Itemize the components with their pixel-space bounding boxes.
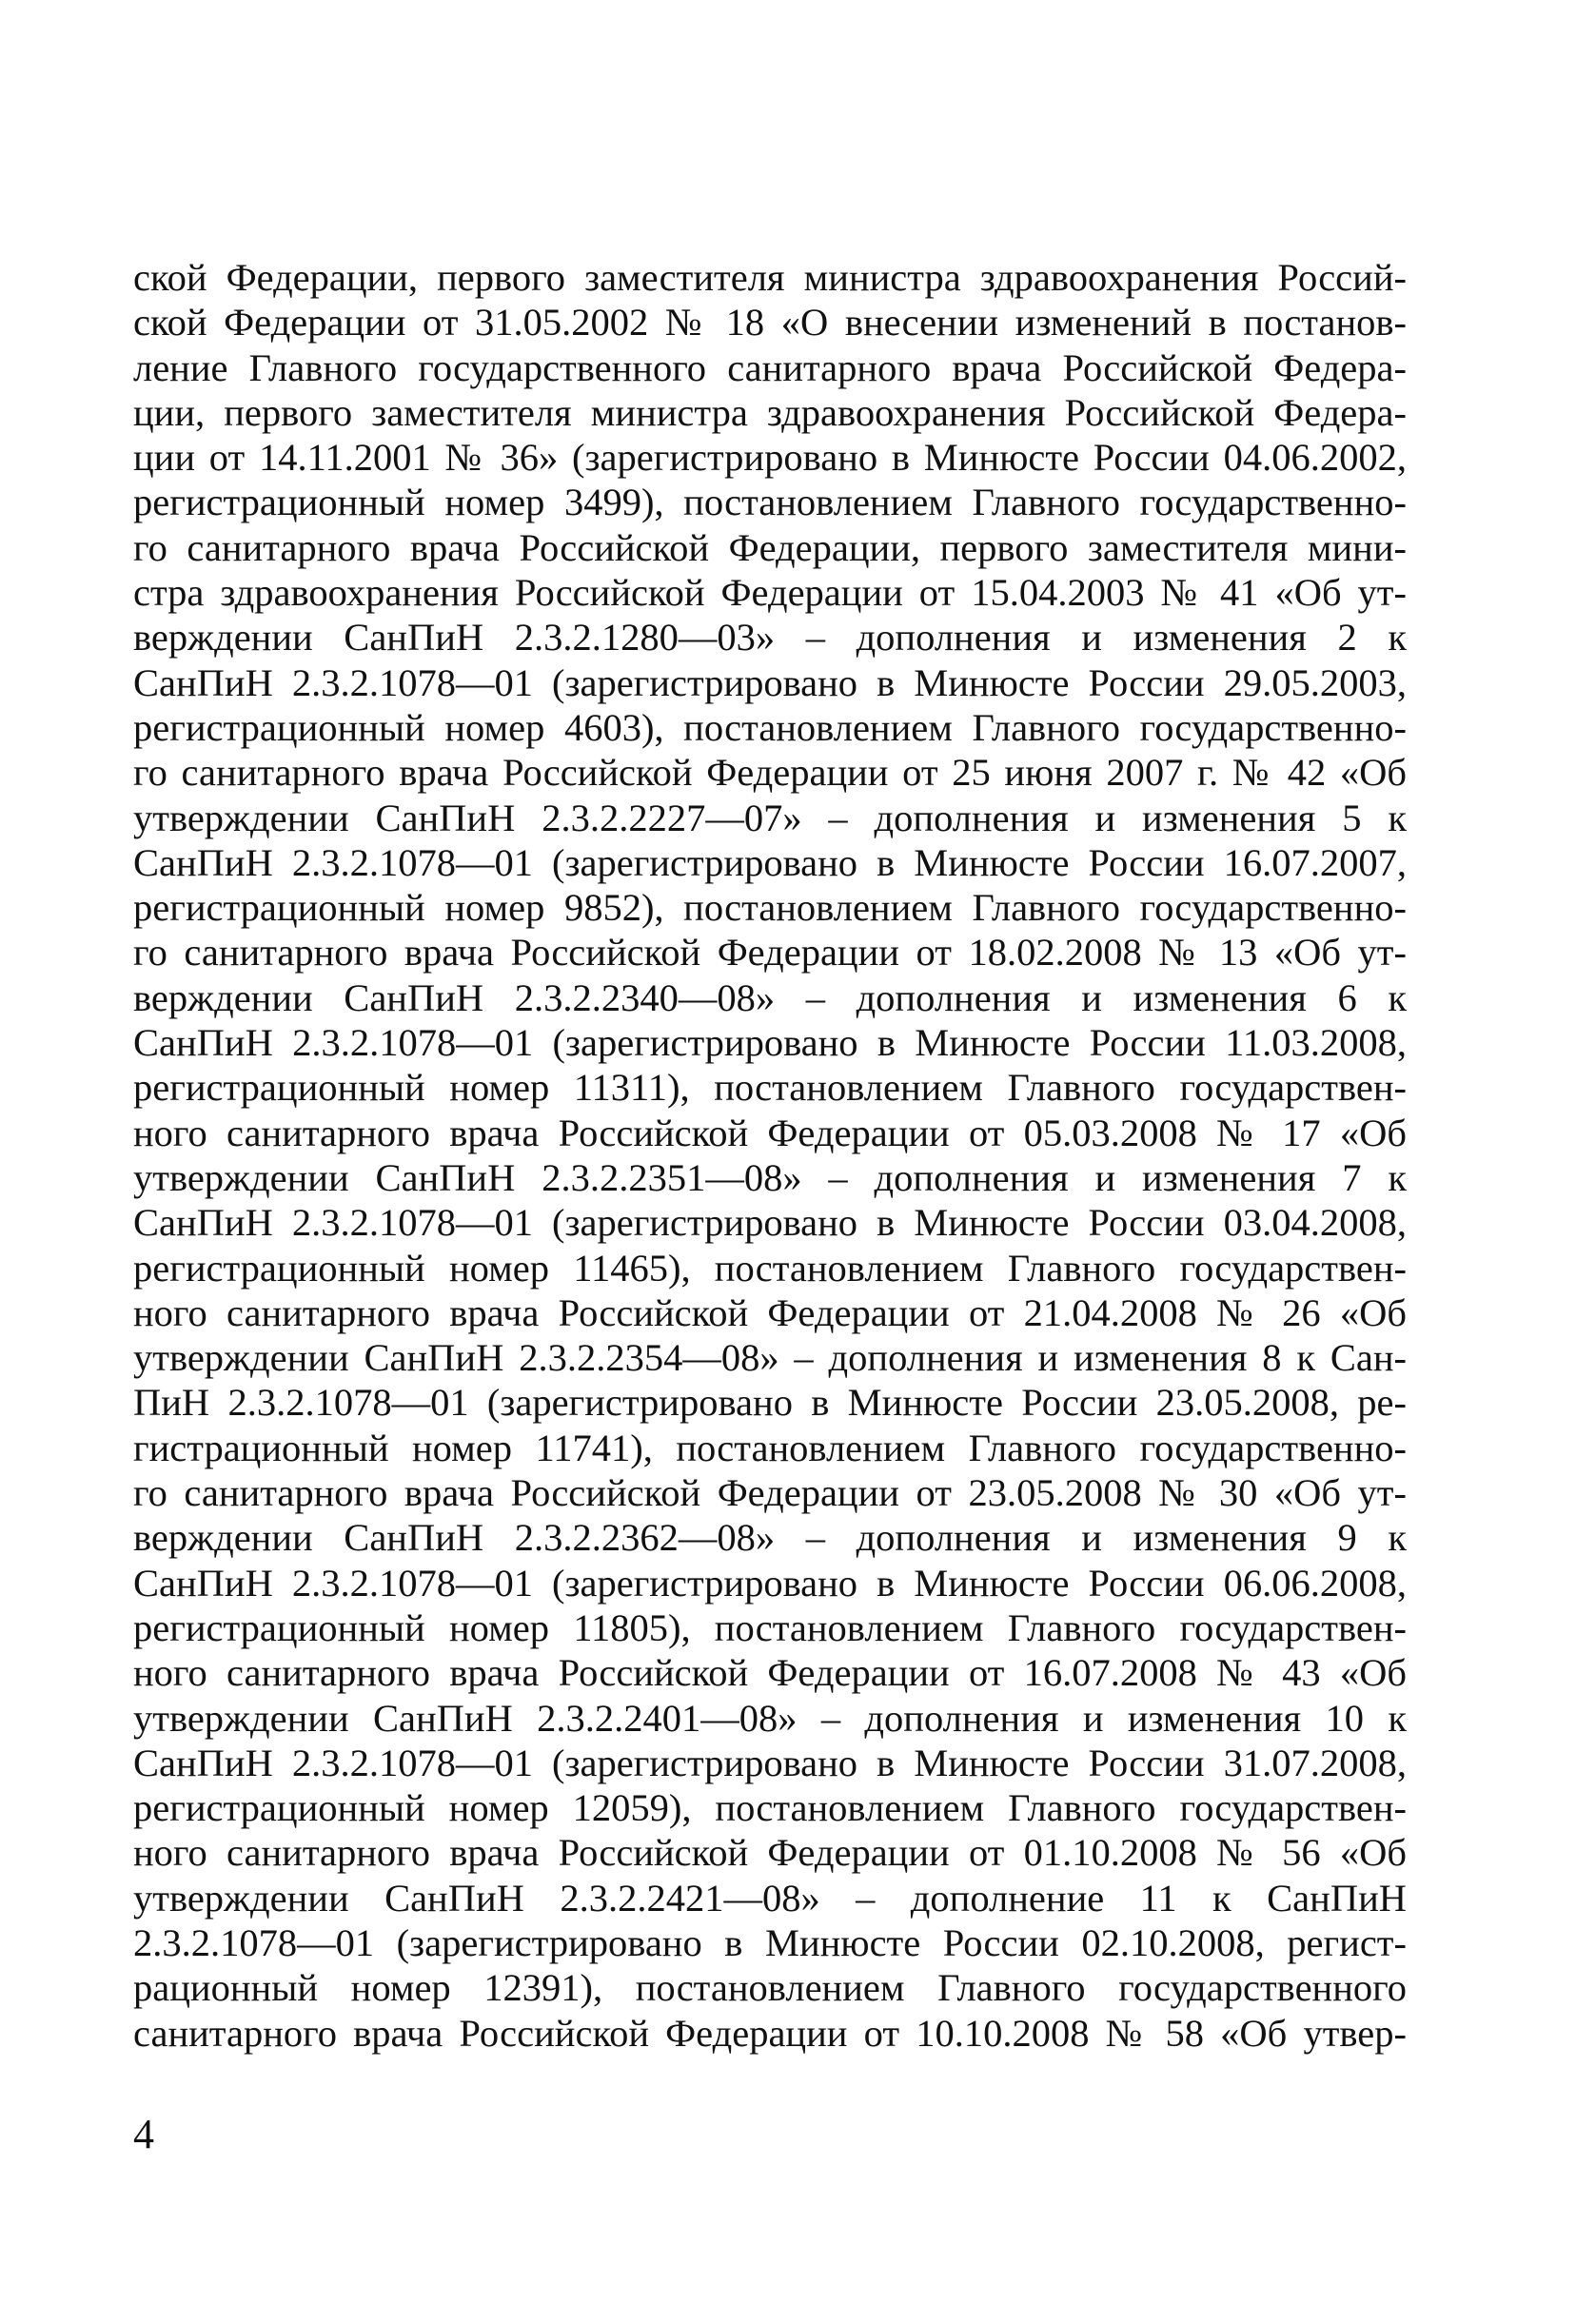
text-line: СанПиН 2.3.2.1078—01 (зарегистрировано в Минюсте России 06.06.2008, bbox=[133, 1561, 1407, 1605]
text-line: ного санитарного врача Российской Федерации от 16.07.2008 № 43 «Об bbox=[133, 1651, 1407, 1695]
text-line: ции, первого заместителя министра здравоохранения Российской Федера- bbox=[133, 390, 1407, 434]
text-line: ного санитарного врача Российской Федерации от 01.10.2008 № 56 «Об bbox=[133, 1831, 1407, 1875]
text-line: гистрационный номер 11741), постановлением Главного государственно- bbox=[133, 1426, 1407, 1469]
text-line: регистрационный номер 11311), постановлением Главного государствен- bbox=[133, 1066, 1407, 1110]
text-line: утверждении СанПиН 2.3.2.2227—07» – дополнения и изменения 5 к bbox=[133, 796, 1407, 839]
text-line: СанПиН 2.3.2.1078—01 (зарегистрировано в Минюсте России 03.04.2008, bbox=[133, 1201, 1407, 1245]
text-line: СанПиН 2.3.2.1078—01 (зарегистрировано в Минюсте России 11.03.2008, bbox=[133, 1021, 1407, 1065]
text-line: ской Федерации от 31.05.2002 № 18 «О внесении изменений в постанов- bbox=[133, 301, 1407, 345]
text-line: 2.3.2.1078—01 (зарегистрировано в Минюсте России 02.10.2008, регист- bbox=[133, 1920, 1407, 1964]
text-line: регистрационный номер 12059), постановлением Главного государствен- bbox=[133, 1786, 1407, 1830]
text-line: верждении СанПиН 2.3.2.2340—08» – дополнения и изменения 6 к bbox=[133, 975, 1407, 1019]
text-line: СанПиН 2.3.2.1078—01 (зарегистрировано в Минюсте России 16.07.2007, bbox=[133, 840, 1407, 884]
text-line: регистрационный номер 11805), постановлением Главного государствен- bbox=[133, 1605, 1407, 1649]
text-line: ление Главного государственного санитарного врача Российской Федера- bbox=[133, 345, 1407, 389]
text-line: го санитарного врача Российской Федерации, первого заместителя мини- bbox=[133, 525, 1407, 569]
text-line: ного санитарного врача Российской Федерации от 05.03.2008 № 17 «Об bbox=[133, 1111, 1407, 1154]
text-line: го санитарного врача Российской Федерации от 25 июня 2007 г. № 42 «Об bbox=[133, 751, 1407, 795]
text-line: стра здравоохранения Российской Федерации от 15.04.2003 № 41 «Об ут- bbox=[133, 571, 1407, 615]
text-line: ции от 14.11.2001 № 36» (зарегистрировано в Минюсте России 04.06.2002, bbox=[133, 436, 1407, 480]
text-line: утверждении СанПиН 2.3.2.2421—08» – дополнение 11 к СанПиН bbox=[133, 1876, 1407, 1920]
text-line: рационный номер 12391), постановлением Главного государственного bbox=[133, 1966, 1407, 2010]
text-line: утверждении СанПиН 2.3.2.2354—08» – дополнения и изменения 8 к Сан- bbox=[133, 1336, 1407, 1380]
text-line: регистрационный номер 3499), постановлением Главного государственно- bbox=[133, 481, 1407, 524]
text-line: го санитарного врача Российской Федерации от 23.05.2008 № 30 «Об ут- bbox=[133, 1471, 1407, 1515]
text-line: утверждении СанПиН 2.3.2.2401—08» – дополнения и изменения 10 к bbox=[133, 1696, 1407, 1740]
text-line: регистрационный номер 11465), постановлением Главного государствен- bbox=[133, 1246, 1407, 1290]
text-line: регистрационный номер 9852), постановлением Главного государственно- bbox=[133, 886, 1407, 930]
text-line: санитарного врача Российской Федерации от 10.10.2008 № 58 «Об утвер- bbox=[133, 2011, 1407, 2055]
text-line: СанПиН 2.3.2.1078—01 (зарегистрировано в Минюсте России 31.07.2008, bbox=[133, 1741, 1407, 1784]
text-line: ПиН 2.3.2.1078—01 (зарегистрировано в Минюсте России 23.05.2008, ре- bbox=[133, 1381, 1407, 1425]
text-line: ного санитарного врача Российской Федерации от 21.04.2008 № 26 «Об bbox=[133, 1290, 1407, 1334]
text-line: верждении СанПиН 2.3.2.2362—08» – дополнения и изменения 9 к bbox=[133, 1516, 1407, 1560]
body-paragraph bbox=[133, 255, 1407, 2056]
text-line: верждении СанПиН 2.3.2.1280—03» – дополнения и изменения 2 к bbox=[133, 616, 1407, 660]
page-number: 4 bbox=[133, 2111, 154, 2157]
text-line: утверждении СанПиН 2.3.2.2351—08» – дополнения и изменения 7 к bbox=[133, 1155, 1407, 1199]
text-line: СанПиН 2.3.2.1078—01 (зарегистрировано в Минюсте России 29.05.2003, bbox=[133, 660, 1407, 704]
text-line: ской Федерации, первого заместителя министра здравоохранения Россий- bbox=[133, 256, 1407, 299]
text-line: го санитарного врача Российской Федерации от 18.02.2008 № 13 «Об ут- bbox=[133, 931, 1407, 975]
text-line: регистрационный номер 4603), постановлением Главного государственно- bbox=[133, 705, 1407, 749]
